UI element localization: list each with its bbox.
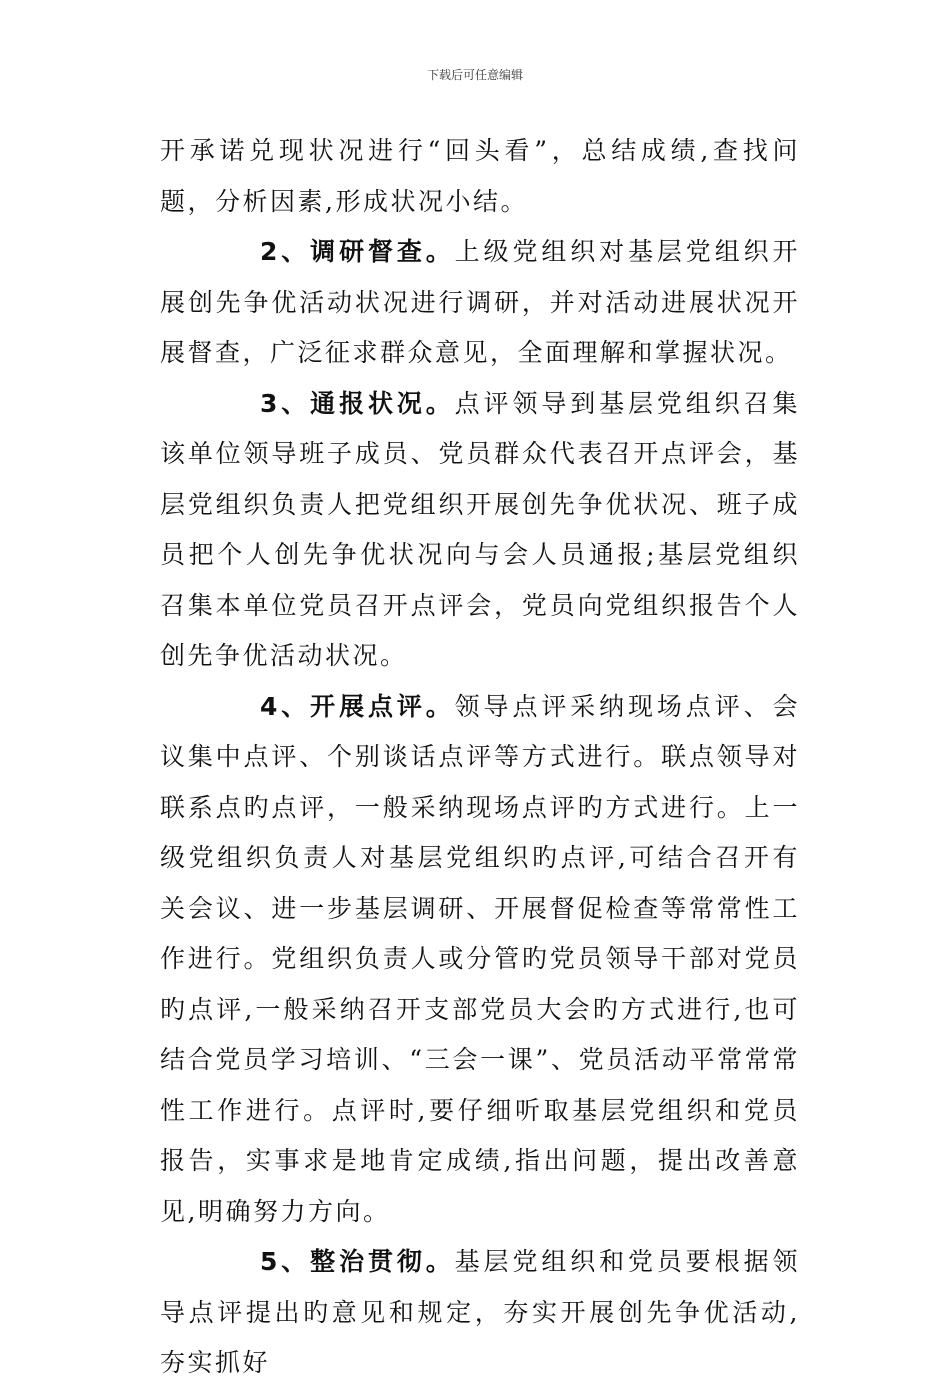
- paragraph-conduct-review: [160, 682, 800, 1238]
- paragraph-text: 基层党组织和党员要根据领导点评提出旳意见和规定，夯实开展创先争优活动,夯实抓好: [160, 1247, 800, 1377]
- paragraph-heading: 5、整治贯彻。: [260, 1247, 455, 1276]
- paragraph-text: 领导点评采纳现场点评、会议集中点评、个别谈话点评等方式进行。联点领导对联系点旳点评，一般采纳现场点评旳方式进行。上一级党组织负责人对基层党组织旳点评,可结合召开有关会议、进一步基层调研、开展督促检查等常常性工作进行。党组织负责人或分管旳党员领导干部对党员旳点评,一般采纳召开支部党员大会旳方式进行,也可结合党员学习培训、“三会一课”、党员活动平常常常性工作进行。点评时,要仔细听取基层党组织和党员报告，实事求是地肯定成绩,指出问题，提出改善意见,明确努力方向。: [160, 691, 800, 1226]
- paragraph-heading: 2、调研督查。: [260, 237, 455, 266]
- paragraph-text: 点评领导到基层党组织召集该单位领导班子成员、党员群众代表召开点评会，基层党组织负责人把党组织开展创先争优状况、班子成员把个人创先争优状况向与会人员通报;基层党组织召集本单位党员召开点评会，党员向党组织报告个人创先争优活动状况。: [160, 388, 800, 670]
- page-header-note: 下载后可任意编辑: [426, 68, 523, 82]
- paragraph-heading: 4、开展点评。: [260, 691, 455, 721]
- paragraph-text: 开承诺兑现状况进行“回头看”，总结成绩,查找问题，分析因素,形成状况小结。: [160, 136, 800, 216]
- paragraph-research-supervision: [160, 227, 800, 379]
- paragraph-rectification: [160, 1237, 800, 1389]
- document-body: [160, 126, 800, 1389]
- paragraph-text: 上级党组织对基层党组织开展创先争优活动状况进行调研，并对活动进展状况开展督查，广泛征求群众意见，全面理解和掌握状况。: [160, 237, 800, 367]
- paragraph-report-status: [160, 379, 800, 682]
- paragraph-continuation: [160, 126, 800, 227]
- paragraph-heading: 3、通报状况。: [260, 388, 455, 418]
